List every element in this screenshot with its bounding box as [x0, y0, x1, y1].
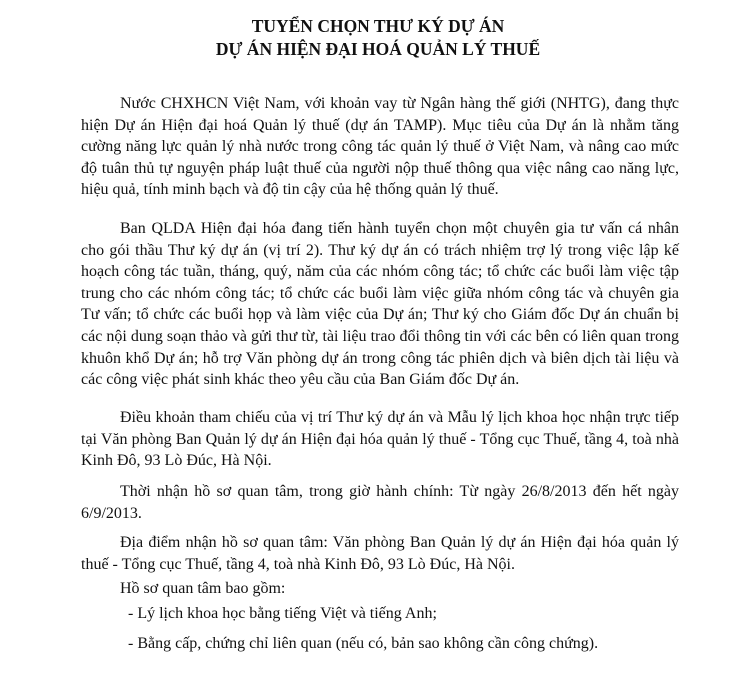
paragraph-submission-period: Thời nhận hồ sơ quan tâm, trong giờ hành chính: Từ ngày 26/8/2013 đến hết ngày 6/9/2013.	[81, 483, 679, 522]
paragraph-submission-location: Địa điểm nhận hồ sơ quan tâm: Văn phòng Ban Quản lý dự án Hiện đại hóa quản lý thuế - Tổng cục Thuế, tầng 4, toà nhà Kinh Đô, 93 Lò Đúc, Hà Nội.	[81, 534, 679, 573]
paragraph-position-duties: Ban QLDA Hiện đại hóa đang tiến hành tuyển chọn một chuyên gia tư vấn cá nhân cho gói thầu Thư ký dự án (vị trí 2). Thư ký dự án có trách nhiệm trợ lý trong việc lập kế hoạch công tác tuần, tháng, quý, năm của các nhóm công tác; tổ chức các buổi làm việc tập trung cho các nhóm công tác; tổ chức các buổi làm việc giữa nhóm công tác và chuyên gia Tư vấn; tổ chức các buổi họp và làm việc của Dự án; Thư ký cho Giám đốc Dự án chuẩn bị các nội dung soạn thảo và gửi thư từ, tài liệu trao đổi thông tin với các bên có liên quan trong khuôn khổ Dự án; hỗ trợ Văn phòng dự án trong công tác phiên dịch và biên dịch tài liệu và các công việc phát sinh khác theo yêu cầu của Ban Giám đốc Dự án.	[81, 220, 679, 389]
document-title-line-1: TUYỂN CHỌN THƯ KÝ DỰ ÁN	[251, 16, 505, 36]
paragraph-project-intro: Nước CHXHCN Việt Nam, với khoản vay từ Ngân hàng thế giới (NHTG), đang thực hiện Dự án Hiện đại hoá Quản lý thuế (dự án TAMP). Mục tiêu của Dự án là nhằm tăng cường năng lực quản lý nhà nước trong công tác quản lý thuế ở Việt Nam, và nâng cao mức độ tuân thủ tự nguyện pháp luật thuế của người nộp thuế thông qua việc nâng cao năng lực, hiệu quả, tính minh bạch và độ tin cậy của hệ thống quản lý thuế.	[81, 95, 679, 199]
paragraph-terms-of-reference: Điều khoản tham chiếu của vị trí Thư ký dự án và Mẫu lý lịch khoa học nhận trực tiếp tại Văn phòng Ban Quản lý dự án Hiện đại hóa quản lý thuế - Tổng cục Thuế, tầng 4, toà nhà Kinh Đô, 93 Lò Đúc, Hà Nội.	[81, 409, 679, 470]
paragraph-documents-intro: Hồ sơ quan tâm bao gồm:	[120, 580, 286, 597]
list-item-certificates: - Bằng cấp, chứng chỉ liên quan (nếu có, bản sao không cần công chứng).	[128, 635, 599, 652]
list-item-cv: - Lý lịch khoa học bằng tiếng Việt và tiếng Anh;	[128, 605, 437, 622]
document-title-line-2: DỰ ÁN HIỆN ĐẠI HOÁ QUẢN LÝ THUẾ	[215, 39, 541, 59]
